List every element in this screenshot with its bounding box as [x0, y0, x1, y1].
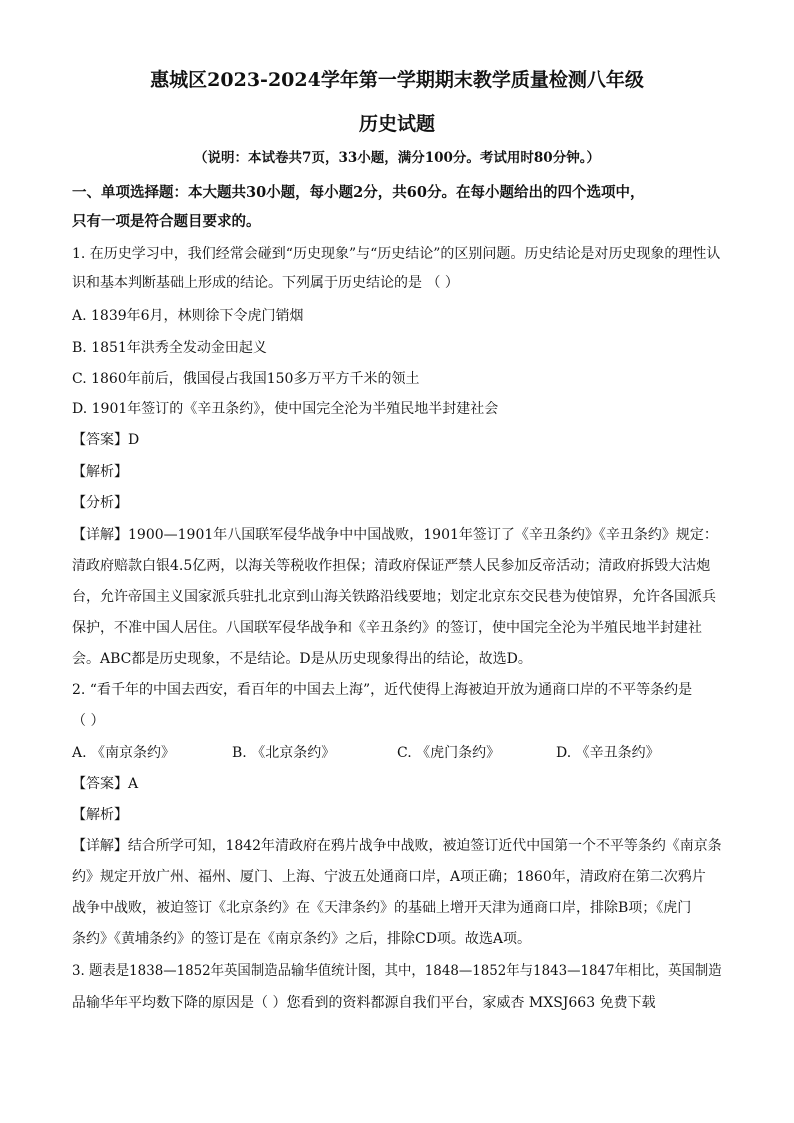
q1-detail-line1: 【详解】1900—1901年八国联军侵华战争中中国战败，1901年签订了《辛丑条约》《辛丑条约》规定：: [72, 527, 718, 543]
section-heading-line1: 一、单项选择题：本大题共30小题，每小题2分，共60分。在每小题给出的四个选项中，: [72, 184, 645, 201]
q2-option-c: C. 《虎门条约》: [397, 745, 501, 761]
q2-stem-line2: （ ）: [72, 713, 105, 729]
q1-stem-line2: 识和基本判断基础上形成的结论。下列属于历史结论的是 （ ）: [72, 275, 459, 291]
q2-option-d: D. 《辛丑条约》: [556, 745, 660, 761]
q1-option-b: B. 1851年洪秀全发动金田起义: [72, 340, 267, 356]
subject-title: 历史试题: [358, 113, 435, 135]
q2-option-b: B. 《北京条约》: [232, 745, 336, 761]
q2-detail-line1: 【详解】结合所学可知，1842年清政府在鸦片战争中战败，被迫签订近代中国第一个不平等条约《南京条: [72, 838, 722, 854]
q2-detail-line4: 条约》《黄埔条约》的签订是在《南京条约》之后，排除CD项。故选A项。: [72, 931, 532, 947]
q3-stem-line1: 3. 题表是1838—1852年英国制造品输华值统计图，其中，1848—1852年与1843—1847年相比，英国制造: [72, 963, 722, 979]
q1-answer: 【答案】D: [72, 432, 140, 448]
q2-analysis-label: 【解析】: [72, 807, 128, 823]
q1-detail-line3: 台，允许帝国主义国家派兵驻扎北京到山海关铁路沿线要地；划定北京东交民巷为使馆界，允许各国派兵: [72, 589, 716, 605]
q1-detail-line5: 会。ABC都是历史现象，不是结论。D是从历史现象得出的结论，故选D。: [72, 651, 532, 667]
q1-option-d: D. 1901年签订的《辛丑条约》，使中国完全沦为半殖民地半封建社会: [72, 401, 499, 417]
q2-option-a: A. 《南京条约》: [72, 745, 176, 761]
exam-title: 惠城区2023-2024学年第一学期期末教学质量检测八年级: [150, 69, 644, 91]
exam-instructions: （说明：本试卷共7页，33小题，满分100分。考试用时80分钟。）: [194, 150, 600, 166]
q1-analysis-label: 【解析】: [72, 464, 128, 480]
q2-detail-line2: 约》规定开放广州、福州、厦门、上海、宁波五处通商口岸，A项正确；1860年，清政府在第二次鸦片: [72, 869, 706, 885]
q2-detail-line3: 战争中战败，被迫签订《北京条约》在《天津条约》的基础上增开天津为通商口岸，排除B项；《虎门: [72, 900, 692, 916]
q1-stem-line1: 1. 在历史学习中，我们经常会碰到“历史现象”与“历史结论”的区别问题。历史结论是对历史现象的理性认: [72, 246, 721, 262]
q2-answer: 【答案】A: [72, 776, 139, 792]
q1-detail-line4: 保护，不准中国人居住。八国联军侵华战争和《辛丑条约》的签订，使中国完全沦为半殖民地半封建社: [72, 620, 702, 636]
q1-detail-line2: 清政府赔款白银4.5亿两，以海关等税收作担保；清政府保证严禁人民参加反帝活动；清政府拆毁大沽炮: [72, 558, 711, 574]
section-heading-line2: 只有一项是符合题目要求的。: [72, 213, 261, 230]
q1-fenxi-label: 【分析】: [72, 495, 128, 511]
q1-option-a: A. 1839年6月，林则徐下令虎门销烟: [72, 308, 304, 324]
q1-option-c: C. 1860年前后，俄国侵占我国150多万平方千米的领土: [72, 371, 420, 387]
q3-stem-line2: 品输华年平均数下降的原因是（ ）您看到的资料都源自我们平台，家威杏 MXSJ663 免费下载: [72, 995, 656, 1011]
q2-stem-line1: 2. “看千年的中国去西安，看百年的中国去上海”，近代使得上海被迫开放为通商口岸的不平等条约是: [72, 682, 693, 698]
